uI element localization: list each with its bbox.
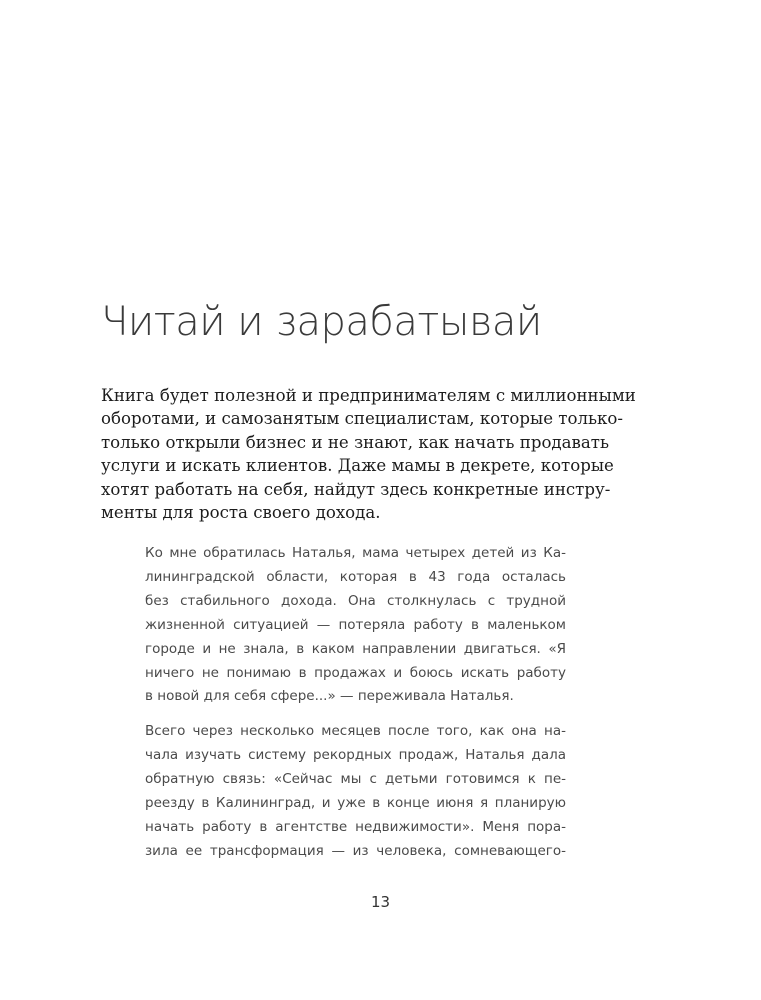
case-story-paragraph-2 bbox=[145, 720, 566, 863]
story-line: в новой для себя сфере...» — переживала Наталья. bbox=[145, 688, 514, 705]
story-line: ничего не понимаю в продажах и боюсь искать работу bbox=[145, 664, 566, 681]
story-line: без стабильного дохода. Она столкнулась с трудной bbox=[145, 592, 566, 609]
intro-line: только открыли бизнес и не знают, как начать продавать bbox=[101, 432, 609, 452]
story-line: реезду в Калининград, и уже в конце июня я планирую bbox=[145, 794, 566, 811]
story-line: обратную связь: «Сейчас мы с детьми готовимся к пе- bbox=[145, 770, 566, 787]
page-number: 13 bbox=[370, 893, 391, 911]
case-story-paragraph-1 bbox=[145, 542, 566, 709]
intro-line: услуги и искать клиентов. Даже мамы в декрете, которые bbox=[101, 456, 614, 476]
intro-line: оборотами, и самозанятым специалистам, которые только- bbox=[101, 409, 624, 429]
intro-line: хотят работать на себя, найдут здесь конкретные инстру- bbox=[101, 479, 611, 499]
intro-line: Книга будет полезной и предпринимателям с миллионными bbox=[101, 386, 636, 405]
story-line: чала изучать систему рекордных продаж, Наталья дала bbox=[145, 746, 566, 763]
story-line: зила ее трансформация — из человека, сомневающего- bbox=[145, 842, 566, 859]
story-line: лининградской области, которая в 43 года осталась bbox=[145, 568, 566, 585]
story-line: городе и не знала, в каком направлении двигаться. «Я bbox=[145, 640, 566, 657]
story-line: жизненной ситуацией — потеряла работу в маленьком bbox=[145, 616, 566, 633]
intro-paragraph bbox=[101, 384, 636, 524]
story-line: Ко мне обратилась Наталья, мама четырех детей из Ка- bbox=[145, 545, 566, 561]
intro-line: менты для роста своего дохода. bbox=[101, 503, 381, 523]
story-line: начать работу в агентстве недвижимости». Меня пора- bbox=[145, 818, 566, 835]
chapter-title: Читай и зарабатывай bbox=[101, 299, 542, 345]
story-line: Всего через несколько месяцев после того, как она на- bbox=[145, 723, 566, 739]
